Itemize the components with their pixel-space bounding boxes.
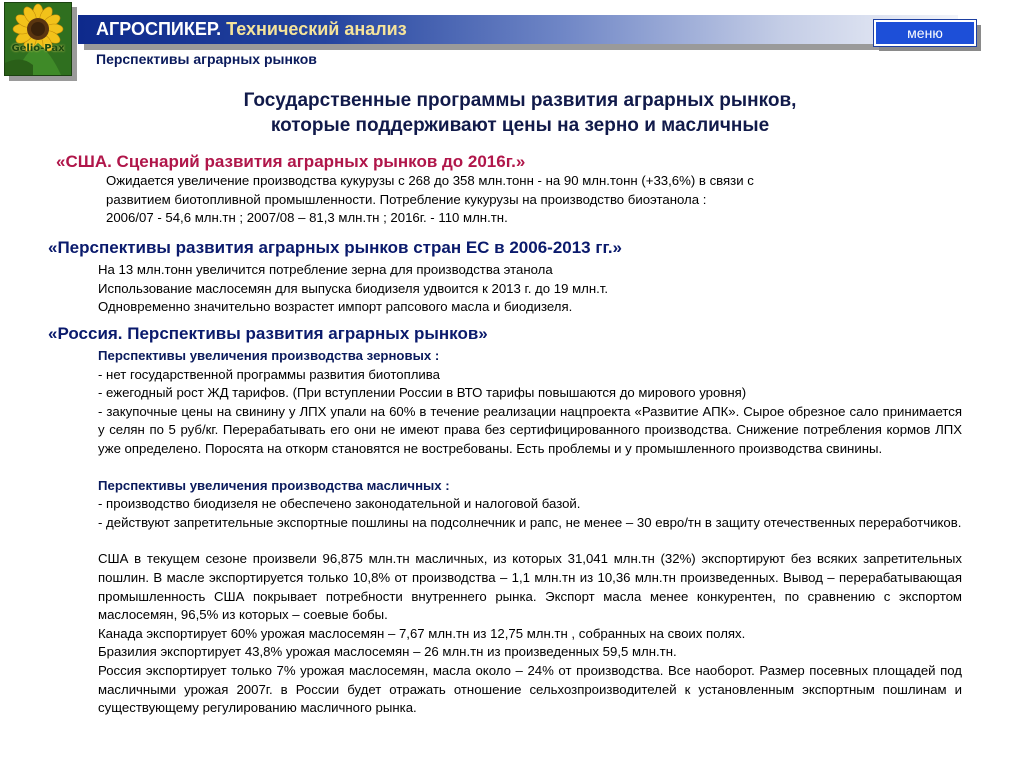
main-heading-line-2: которые поддерживают цены на зерно и масличные — [270, 115, 770, 136]
spacer — [98, 532, 962, 550]
grain-heading: Перспективы увеличения производства зерновых : — [98, 348, 440, 363]
paragraph: Канада экспортирует 60% урожая маслосемян – 7,67 млн.тн из 12,75 млн.тн , собранных на своих полях. — [98, 625, 746, 641]
eu-line: На 13 млн.тонн увеличится потребление зерна для производства этанола — [98, 262, 553, 277]
eu-line: Одновременно значительно возрастет импорт рапсового масла и биодизеля. — [98, 299, 573, 315]
usa-line: 2006/07 - 54,6 млн.тн ; 2007/08 – 81,3 млн.тн ; 2016г. - 110 млн.тн. — [106, 210, 508, 226]
main-heading — [150, 88, 890, 138]
grain-item: - ежегодный рост ЖД тарифов. (При вступлении России в ВТО тарифы повышаются до мирового уровня) — [98, 385, 747, 401]
page-title — [96, 17, 407, 41]
eu-section-text — [98, 261, 608, 317]
app-name: АГРОСПИКЕР. — [96, 19, 222, 39]
sunflower-icon — [5, 3, 71, 75]
eu-line: Использование маслосемян для выпуска биодизеля удвоится к 2013 г. до 19 млн.т. — [98, 280, 609, 296]
usa-line: Ожидается увеличение производства кукурузы с 268 до 358 млн.тонн - на 90 млн.тонн (+33,6%) в связи с — [106, 173, 754, 188]
main-heading-line-1: Государственные программы развития аграрных рынков, — [243, 90, 797, 111]
grain-item: - нет государственной программы развития биотоплива — [98, 366, 440, 382]
usa-section-title: «США. Сценарий развития аграрных рынков до 2016г.» — [56, 152, 526, 171]
russia-section-title: «Россия. Перспективы развития аграрных рынков» — [48, 324, 488, 343]
paragraph: США в текущем сезоне произвели 96,875 млн.тн масличных, из которых 31,041 млн.тн (32%) экспортируют без всяких запретительных пошлин. В масле экспортируется только 10,8% от производства – 1,1 млн.тн из 10,36 млн.тн произведенных. Вывод – перерабатывающая промышленность США покрывает потребности внутреннего рынка. Экспорт масла менее конкурентен, по сравнению с экспортом маслосемян, 96,5% из которых – соевые бобы. — [98, 551, 962, 623]
grain-item: - закупочные цены на свинину у ЛПХ упали на 60% в течение реализации нацпроекта «Развитие АПК». Сырое обрезное сало принимается у селян по 5 руб/кг. Перерабатывать его они не имеют права без сертифицированного производства. Снижение потребления кормов ЛПХ уже определено. Поросята на откорм становятся не востребованы. Есть проблемы и у промышленного производства свинины. — [98, 403, 962, 456]
subtitle: Перспективы аграрных рынков — [96, 51, 317, 67]
logo-text: Gelio-Pax — [11, 43, 65, 54]
paragraph: Бразилия экспортирует 43,8% урожая маслосемян – 26 млн.тн из произведенных 59,5 млн.тн. — [98, 644, 677, 660]
eu-section-title: «Перспективы развития аграрных рынков стран ЕС в 2006-2013 гг.» — [48, 238, 622, 257]
menu-button[interactable]: меню — [874, 20, 976, 46]
oil-item: - действуют запретительные экспортные пошлины на подсолнечник и рапс, не менее – 30 евро/тн в защиту отечественных переработчиков. — [98, 514, 962, 530]
usa-line: развитием биотопливной промышленности. Потребление кукурузы на производство биоэтанола : — [106, 191, 707, 207]
section-name: Технический анализ — [221, 19, 407, 39]
logo — [4, 2, 72, 76]
russia-section-text — [98, 347, 962, 718]
oil-item: - производство биодизеля не обеспечено законодательной и налоговой базой. — [98, 496, 581, 512]
menu-button-wrap — [874, 20, 976, 46]
paragraph: Россия экспортирует только 7% урожая маслосемян, масла около – 24% от производства. Все наоборот. Размер посевных площадей под масличными урожая 2007г. в России будет отражать отношение сельхозпроизводителей к установленным экспортным пошлинам и существующему регулированию масличного рынка. — [98, 662, 962, 716]
usa-section-text — [106, 172, 754, 228]
oil-heading: Перспективы увеличения производства масличных : — [98, 477, 450, 493]
spacer — [98, 459, 962, 477]
